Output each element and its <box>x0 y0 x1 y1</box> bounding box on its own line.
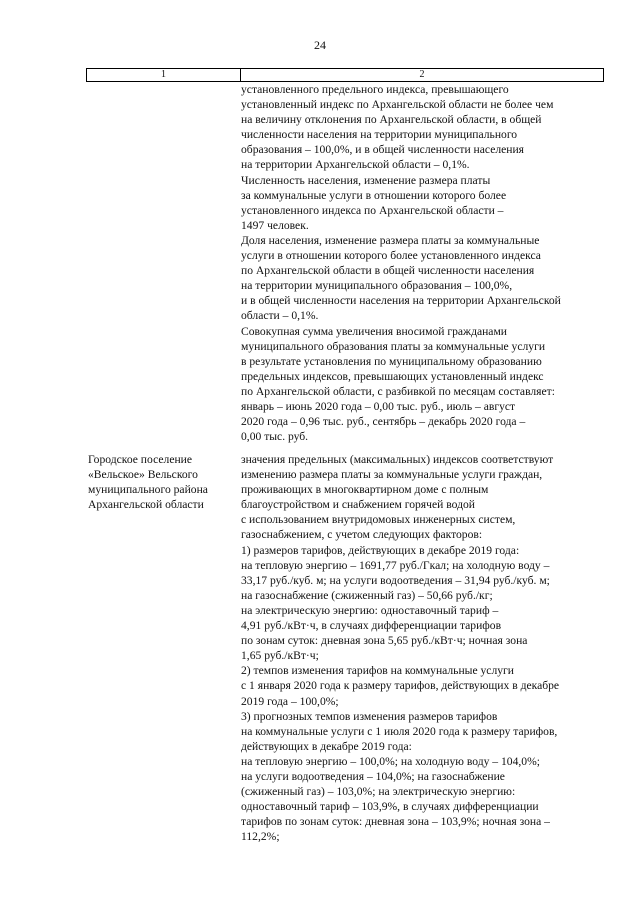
text-line: газоснабжением, с учетом следующих факторов: <box>241 528 483 542</box>
text-line: на тепловую энергию – 100,0%; на холодную воду – 104,0%; <box>241 754 540 768</box>
text-line: с использованием внутридомовых инженерных систем, <box>241 513 516 527</box>
text-line: 3) прогнозных темпов изменения размеров тарифов <box>241 709 498 723</box>
text-line: 4,91 руб./кВт·ч, в случаях дифференциации тарифов <box>241 619 502 633</box>
text-line: благоустройством и снабжением горячей водой <box>241 498 475 512</box>
text-line: январь – июнь 2020 года – 0,00 тыс. руб., июль – август <box>241 399 516 413</box>
text-line: 2) темпов изменения тарифов на коммунальные услуги <box>241 664 514 678</box>
text-line: изменению размера платы за коммунальные услуги граждан, <box>241 468 543 482</box>
text-line: на величину отклонения по Архангельской области, в общей <box>241 113 542 127</box>
municipality-line: Городское поселение <box>88 453 193 466</box>
text-line: муниципального образования платы за коммунальные услуги <box>241 339 546 353</box>
text-line: за коммунальные услуги в отношении которого более <box>241 188 507 202</box>
text-line: на территории муниципального образования – 100,0%, <box>241 279 513 293</box>
text-line: 1497 человек. <box>241 218 309 232</box>
text-line: 1,65 руб./кВт·ч; <box>241 649 319 663</box>
text-line: Совокупная сумма увеличения вносимой гражданами <box>241 324 507 338</box>
text-line: на услуги водоотведения – 104,0%; на газоснабжение <box>241 769 505 783</box>
text-line: в результате установления по муниципальному образованию <box>241 354 542 368</box>
text-line: тарифов по зонам суток: дневная зона – 103,9%; ночная зона – <box>241 815 550 829</box>
text-line: 2019 года – 100,0%; <box>241 694 339 708</box>
text-line: с 1 января 2020 года к размеру тарифов, действующих в декабре <box>241 679 560 693</box>
section1-text <box>241 82 603 444</box>
section2-text <box>241 452 603 844</box>
municipality-line: Архангельской области <box>88 498 204 512</box>
text-line: на тепловую энергию – 1691,77 руб./Гкал; на холодную воду – <box>241 558 550 572</box>
table-header-row <box>86 68 604 82</box>
text-line: значения предельных (максимальных) индексов соответствуют <box>241 453 554 466</box>
text-line: на газоснабжение (сжиженный газ) – 50,66 руб./кг; <box>241 588 493 602</box>
text-line: и в общей численности населения на территории Архангельской <box>241 294 561 308</box>
text-line: 112,2%; <box>241 830 280 844</box>
text-line: предельных индексов, превышающих установленный индекс <box>241 369 544 383</box>
text-line: на электрическую энергию: одноставочный тариф – <box>241 603 499 617</box>
text-line: Численность населения, изменение размера платы <box>241 173 491 187</box>
text-line: проживающих в многоквартирном доме с полным <box>241 483 489 497</box>
text-line: 33,17 руб./куб. м; на услуги водоотведения – 31,94 руб./куб. м; <box>241 573 550 587</box>
text-line: 1) размеров тарифов, действующих в декабре 2019 года: <box>241 543 520 557</box>
municipality-name <box>88 452 236 512</box>
text-line: области – 0,1%. <box>241 309 319 323</box>
text-line: по зонам суток: дневная зона 5,65 руб./кВт·ч; ночная зона <box>241 634 528 648</box>
page-number: 24 <box>314 38 326 52</box>
municipality-line: муниципального района <box>88 483 208 497</box>
text-line: установленного индекса по Архангельской области – <box>241 203 504 217</box>
table-header-col-1: 1 <box>87 69 241 81</box>
municipality-line: «Вельское» Вельского <box>88 468 198 482</box>
text-line: установленный индекс по Архангельской области не более чем <box>241 98 554 112</box>
table-header-col-2: 2 <box>419 69 425 80</box>
text-line: по Архангельской области в общей численности населения <box>241 264 535 278</box>
text-line: (сжиженный газ) – 103,0%; на электрическую энергию: <box>241 785 516 799</box>
text-line: образования – 100,0%, и в общей численности населения <box>241 143 525 157</box>
text-line: 2020 года – 0,96 тыс. руб., сентябрь – декабрь 2020 года – <box>241 415 526 429</box>
text-line: одноставочный тариф – 103,9%, в случаях дифференциации <box>241 800 539 814</box>
text-line: по Архангельской области, с разбивкой по месяцам составляет: <box>241 384 555 398</box>
text-line: на коммунальные услуги с 1 июля 2020 года к размеру тарифов, <box>241 724 558 738</box>
text-line: действующих в декабре 2019 года: <box>241 739 412 753</box>
text-line: Доля населения, изменение размера платы за коммунальные <box>241 233 540 247</box>
text-line: численности населения на территории муниципального <box>241 128 518 142</box>
text-line: установленного предельного индекса, превышающего <box>241 83 509 96</box>
text-line: на территории Архангельской области – 0,1%. <box>241 158 470 172</box>
text-line: услуги в отношении которого более установленного индекса <box>241 249 541 263</box>
text-line: 0,00 тыс. руб. <box>241 430 309 444</box>
